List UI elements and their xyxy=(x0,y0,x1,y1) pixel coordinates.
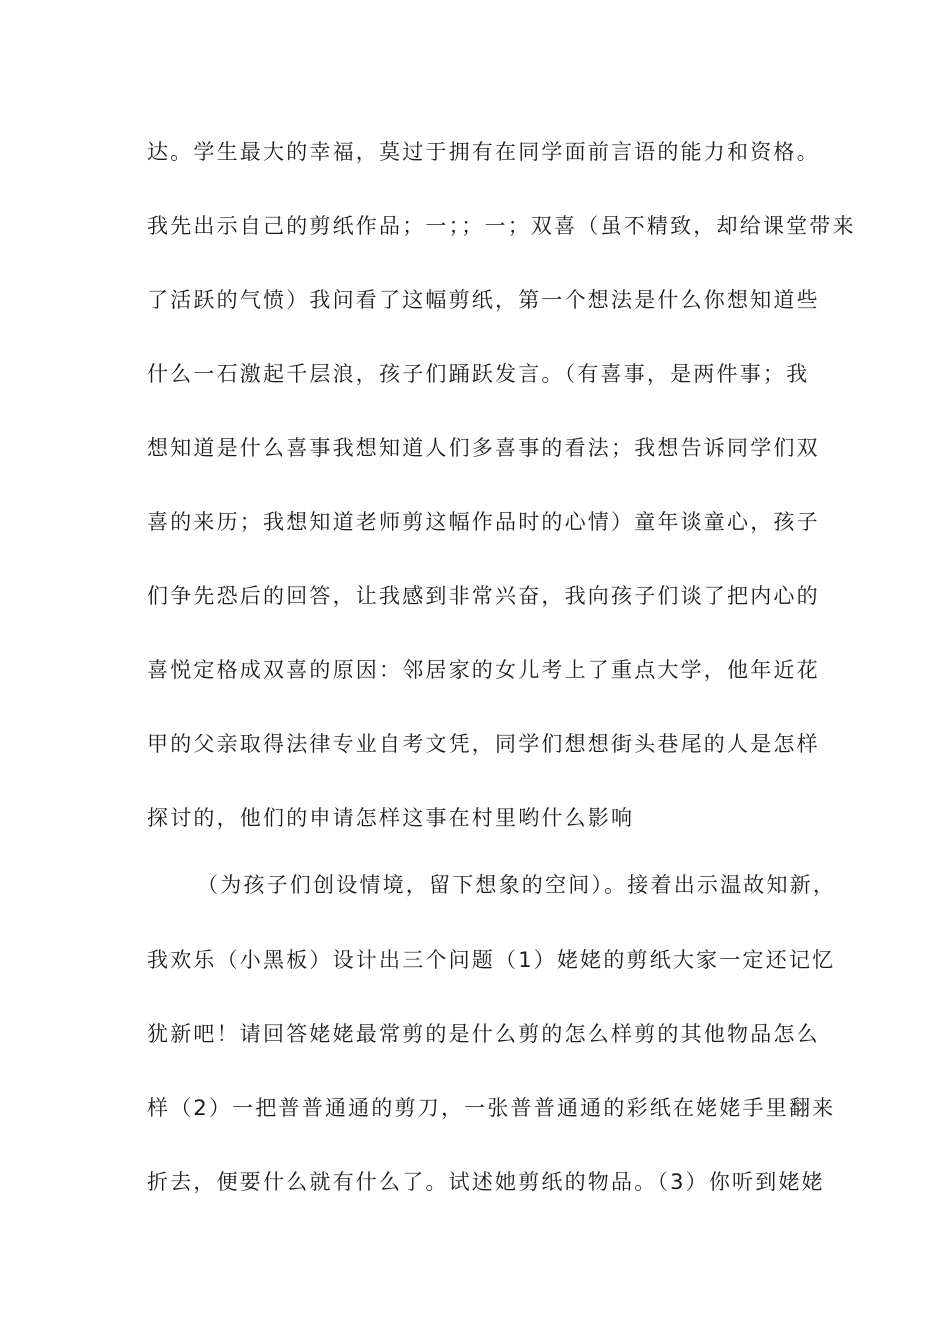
text-line: （为孩子们创设情境，留下想象的空间）。接着出示温故知新， xyxy=(197,873,837,897)
text-line: 犹新吧！请回答姥姥最常剪的是什么剪的怎么样剪的其他物品怎么 xyxy=(147,1022,820,1046)
text-line: 什么一石激起千层浪，孩子们踊跃发言。（有喜事，是两件事；我 xyxy=(147,362,810,386)
text-line: 想知道是什么喜事我想知道人们多喜事的看法；我想告诉同学们双 xyxy=(147,436,820,460)
text-line: 喜悦定格成双喜的原因：邻居家的女儿考上了重点大学，他年近花 xyxy=(147,658,820,682)
text-line: 喜的来历；我想知道老师剪这幅作品时的心情）童年谈童心，孩子 xyxy=(147,510,820,534)
text-line: 甲的父亲取得法律专业自考文凭，同学们想想街头巷尾的人是怎样 xyxy=(147,732,820,756)
text-line: 探讨的，他们的申请怎样这事在村里哟什么影响 xyxy=(147,806,635,830)
text-line: 们争先恐后的回答，让我感到非常兴奋，我向孩子们谈了把内心的 xyxy=(147,584,820,608)
text-line: 样（2）一把普普通通的剪刀，一张普普通通的彩纸在姥姥手里翻来 xyxy=(147,1096,836,1120)
text-line: 我欢乐（小黑板）设计出三个问题（1）姥姥的剪纸大家一定还记忆 xyxy=(147,948,836,972)
text-line: 我先出示自己的剪纸作品；一；；一；双喜（虽不精致，却给课堂带来 xyxy=(147,214,856,238)
text-line: 了活跃的气愤）我问看了这幅剪纸，第一个想法是什么你想知道些 xyxy=(147,288,820,312)
text-line: 折去，便要什么就有什么了。试述她剪纸的物品。（3）你听到姥姥 xyxy=(147,1170,825,1194)
text-line: 达。学生最大的幸福，莫过于拥有在同学面前言语的能力和资格。 xyxy=(147,140,820,164)
